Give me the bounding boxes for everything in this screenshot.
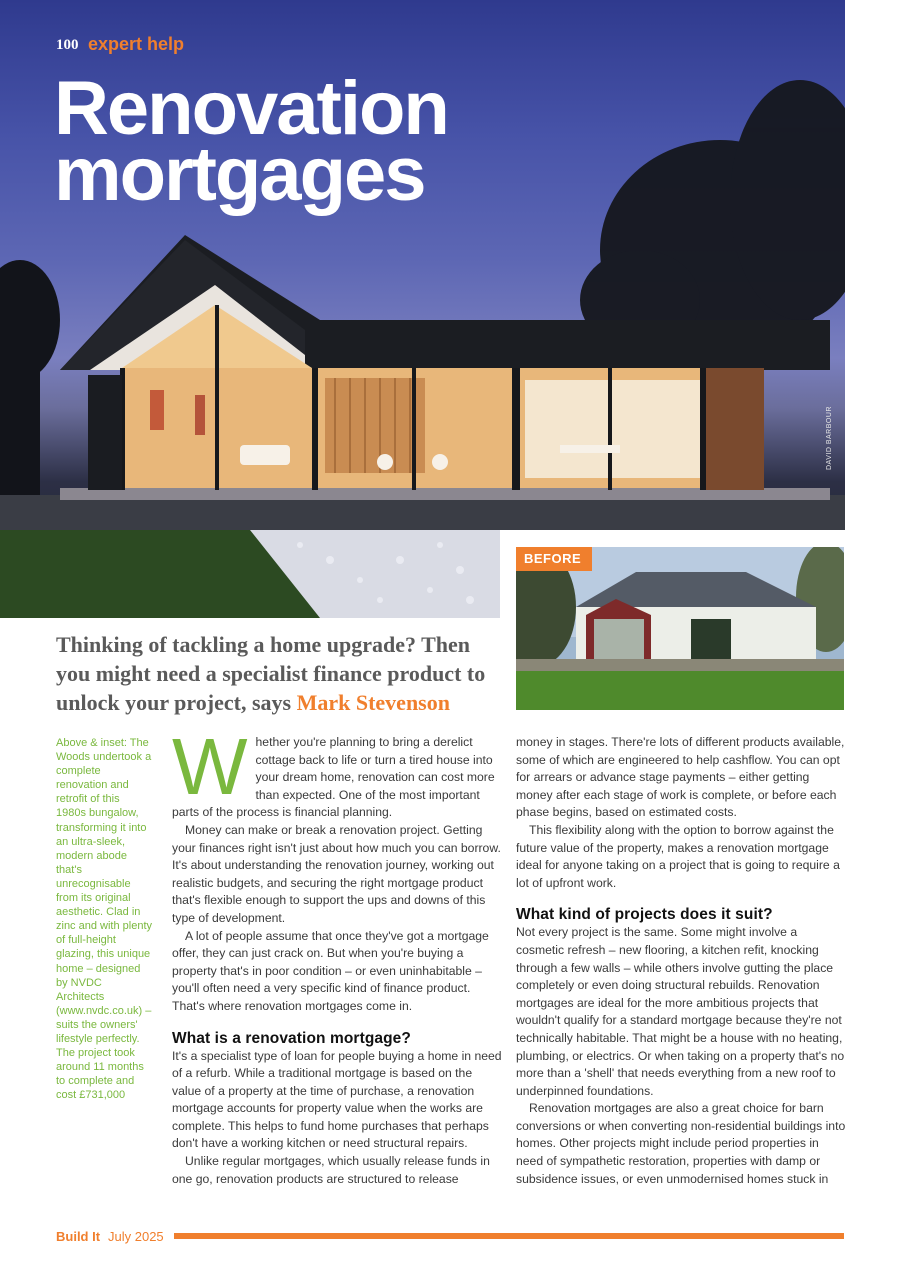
page-footer	[56, 1229, 846, 1245]
standfirst-text: Thinking of tackling a home upgrade? Then you might need a specialist finance product to unlock your project, says	[56, 632, 486, 715]
subheading-what-is: What is a renovation mortgage?	[172, 1029, 411, 1047]
article-column-2	[516, 734, 846, 1188]
paragraph-2: Money can make or break a renovation project. Getting your finances right isn't just about how much you can borrow. It's about understanding the renovation journey, working out realistic budgets, and securing the right mortgage product that's flexible enough to support the ups and downs of this type of development.	[172, 822, 501, 925]
before-badge: BEFORE	[516, 547, 592, 571]
lead-paragraph	[172, 722, 502, 822]
author-name: Mark Stevenson	[296, 690, 450, 715]
drop-cap: W	[172, 722, 248, 811]
article-column-1	[172, 722, 502, 1188]
paragraph-4: It's a specialist type of loan for people buying a home in need of a refurb. While a traditional mortgage is based on the value of a property at the time of purchase, a renovation mortgage accounts for property value when the works are complete. This helps to fund home purchases that perhaps don't have a working kitchen or need structural repairs.	[172, 1048, 502, 1151]
paragraph-3: A lot of people assume that once they've got a mortgage offer, they can just crack on. But when you're buying a property that's in poor condition – or even uninhabitable – you'll often need a very specific kind of finance product. That's where renovation mortgages come in.	[172, 928, 489, 1013]
section-label: expert help	[88, 34, 185, 54]
paragraph-7: This flexibility along with the option to borrow against the future value of the property, makes a renovation mortgage ideal for anyone taking on a project that is going to require a lot of upfront work.	[516, 822, 840, 890]
bungalow-photo-illustration	[516, 547, 844, 710]
paragraph-9: Renovation mortgages are also a great choice for barn conversions or when converting non-residential buildings into homes. Other projects might include period properties in need of sympathetic restoration, properties with damp or subsidence issues, or even unmodernised homes stuck in	[516, 1101, 846, 1186]
photo-caption: Above & inset: The Woods undertook a complete renovation and retrofit of this 1980s bungalow, transforming it into an ultra-sleek, modern abode that's unrecognisable from its original aesthetic. Clad in zinc and with plenty of full-height glazing, this unique home – designed by NVDC Architects (www.nvdc.co.uk) – suits the owners' lifestyle perfectly. The project took around 11 months to complete and cost £731,000	[56, 737, 152, 1102]
issue-date: July 2025	[108, 1229, 164, 1244]
paragraph-6: money in stages. There're lots of different products available, some of which are engineered to help cashflow. You can opt for arrears or advance stage payments – either getting money after each stage of work is complete, or before each phase begins, based on estimated costs.	[516, 735, 845, 820]
magazine-brand: Build It	[56, 1229, 101, 1244]
before-photo	[516, 547, 844, 710]
photo-credit: DAVID BARBOUR	[826, 406, 833, 470]
paragraph-1: hether you're planning to bring a derelict cottage back to life or turn a tired house into your dream home, renovation can cost more than expected. One of the most important parts of the process is financial planning.	[172, 735, 495, 820]
subheading-projects: What kind of projects does it suit?	[516, 906, 773, 924]
paragraph-8: Not every project is the same. Some might involve a cosmetic refresh – new flooring, a kitchen refit, knocking through a few walls – while others involve gutting the place completely or even doing structural rebuilds. Renovation mortgages are ideal for the more ambitious projects that wouldn't qualify for a standard mortgage because they're not technically habitable. That might be a house with no heating, plumbing, or electrics. Or when taking on a property that's no more than a 'shell' that needs everything from a new roof to underpinned foundations.	[516, 925, 845, 1098]
page-number: 100	[56, 37, 79, 53]
standfirst	[56, 630, 496, 717]
footer-rule	[174, 1233, 844, 1239]
paragraph-5: Unlike regular mortgages, which usually release funds in one go, renovation products are structured to release	[172, 1154, 490, 1186]
page-title: Renovation mortgages	[54, 66, 448, 217]
